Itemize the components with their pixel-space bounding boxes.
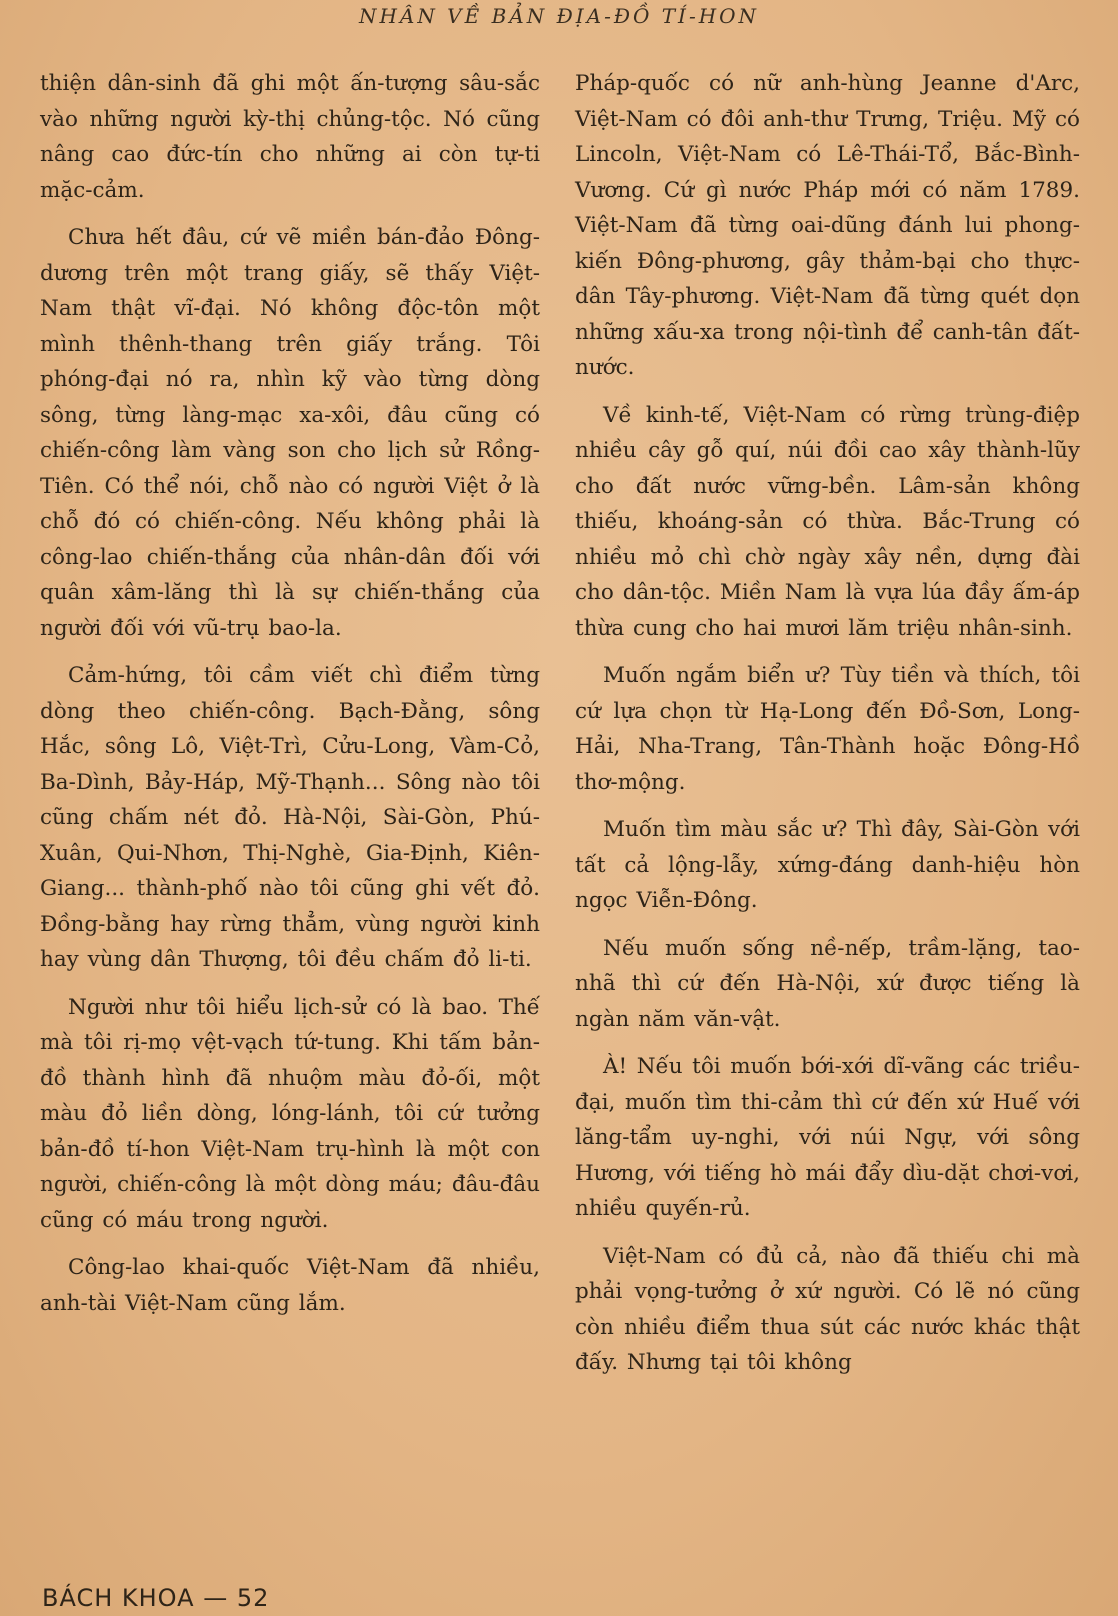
- paragraph: Cảm-hứng, tôi cầm viết chì điểm từng dòng theo chiến-công. Bạch-Đằng, sông Hắc, sông Lô, Việt-Trì, Cửu-Long, Vàm-Cỏ, Ba-Dình, Bảy-Háp, Mỹ-Thạnh... Sông nào tôi cũng chấm nét đỏ. Hà-Nội, Sài-Gòn, Phú-Xuân, Qui-Nhơn, Thị-Nghè, Gia-Định, Kiên-Giang... thành-phố nào tôi cũng ghi vết đỏ. Đồng-bằng hay rừng thẳm, vùng người kinh hay vùng dân Thượng, tôi đều chấm đỏ li-ti.: [40, 663, 540, 972]
- left-column: [40, 66, 540, 1333]
- paragraph: Pháp-quốc có nữ anh-hùng Jeanne d'Arc, Việt-Nam có đôi anh-thư Trưng, Triệu. Mỹ có Lincoln, Việt-Nam có Lê-Thái-Tổ, Bắc-Bình-Vương. Cứ gì nước Pháp mới có năm 1789. Việt-Nam đã từng oai-dũng đánh lui phong-kiến Đông-phương, gây thảm-bại cho thực-dân Tây-phương. Việt-Nam đã từng quét dọn những xấu-xa trong nội-tình để canh-tân đất-nước.: [575, 71, 1080, 380]
- paragraph: Người như tôi hiểu lịch-sử có là bao. Thế mà tôi rị-mọ vệt-vạch tứ-tung. Khi tấm bản-đồ thành hình đã nhuộm màu đỏ-ối, một màu đỏ liền dòng, lóng-lánh, tôi cứ tưởng bản-đồ tí-hon Việt-Nam trụ-hình là một con người, chiến-công là một dòng máu; đâu-đâu cũng có máu trong người.: [40, 994, 540, 1233]
- paragraph: Về kinh-tế, Việt-Nam có rừng trùng-điệp nhiều cây gỗ quí, núi đồi cao xây thành-lũy cho đất nước vững-bền. Lâm-sản không thiếu, khoáng-sản có thừa. Bắc-Trung có nhiều mỏ chì chờ ngày xây nền, dựng đài cho dân-tộc. Miền Nam là vựa lúa đầy ấm-áp thừa cung cho hai mươi lăm triệu nhân-sinh.: [575, 402, 1080, 641]
- page-footer: BÁCH KHOA — 52: [42, 1584, 270, 1612]
- paragraph: Muốn ngắm biển ư? Tùy tiền và thích, tôi cứ lựa chọn từ Hạ-Long đến Đồ-Sơn, Long-Hải, Nha-Trang, Tân-Thành hoặc Đông-Hồ thơ-mộng.: [575, 663, 1080, 795]
- paragraph: À! Nếu tôi muốn bới-xới dĩ-vãng các triều-đại, muốn tìm thi-cảm thì cứ đến xứ Huế với lăng-tẩm uy-nghi, với núi Ngự, với sông Hương, với tiếng hò mái đẩy dìu-dặt chơi-vơi, nhiều quyến-rủ.: [575, 1054, 1080, 1221]
- paragraph: Việt-Nam có đủ cả, nào đã thiếu chi mà phải vọng-tưởng ở xứ người. Có lẽ nó cũng còn nhiều điểm thua sút các nước khác thật đấy. Nhưng tại tôi không: [575, 1243, 1080, 1375]
- running-header: NHÂN VỀ BẢN ĐỊA-ĐỒ TÍ-HON: [358, 4, 760, 28]
- paragraph: Chưa hết đâu, cứ vẽ miền bán-đảo Đông-dương trên một trang giấy, sẽ thấy Việt-Nam thật vĩ-đại. Nó không độc-tôn một mình thênh-thang trên giấy trắng. Tôi phóng-đại nó ra, nhìn kỹ vào từng dòng sông, từng làng-mạc xa-xôi, đâu cũng có chiến-công làm vàng son cho lịch sử Rồng-Tiên. Có thể nói, chỗ nào có người Việt ở là chỗ đó có chiến-công. Nếu không phải là công-lao chiến-thắng của nhân-dân đối với quân xâm-lăng thì là sự chiến-thắng của người đối với vũ-trụ bao-la.: [40, 225, 540, 641]
- paragraph: Nếu muốn sống nề-nếp, trầm-lặng, tao-nhã thì cứ đến Hà-Nội, xứ được tiếng là ngàn năm văn-vật.: [575, 935, 1080, 1032]
- right-column: [575, 66, 1080, 1393]
- paragraph: thiện dân-sinh đã ghi một ấn-tượng sâu-sắc vào những người kỳ-thị chủng-tộc. Nó cũng nâng cao đức-tín cho những ai còn tự-ti mặc-cảm.: [40, 71, 540, 203]
- paragraph: Công-lao khai-quốc Việt-Nam đã nhiều, anh-tài Việt-Nam cũng lắm.: [40, 1255, 540, 1316]
- paragraph: Muốn tìm màu sắc ư? Thì đây, Sài-Gòn với tất cả lộng-lẫy, xứng-đáng danh-hiệu hòn ngọc Viễn-Đông.: [575, 817, 1080, 913]
